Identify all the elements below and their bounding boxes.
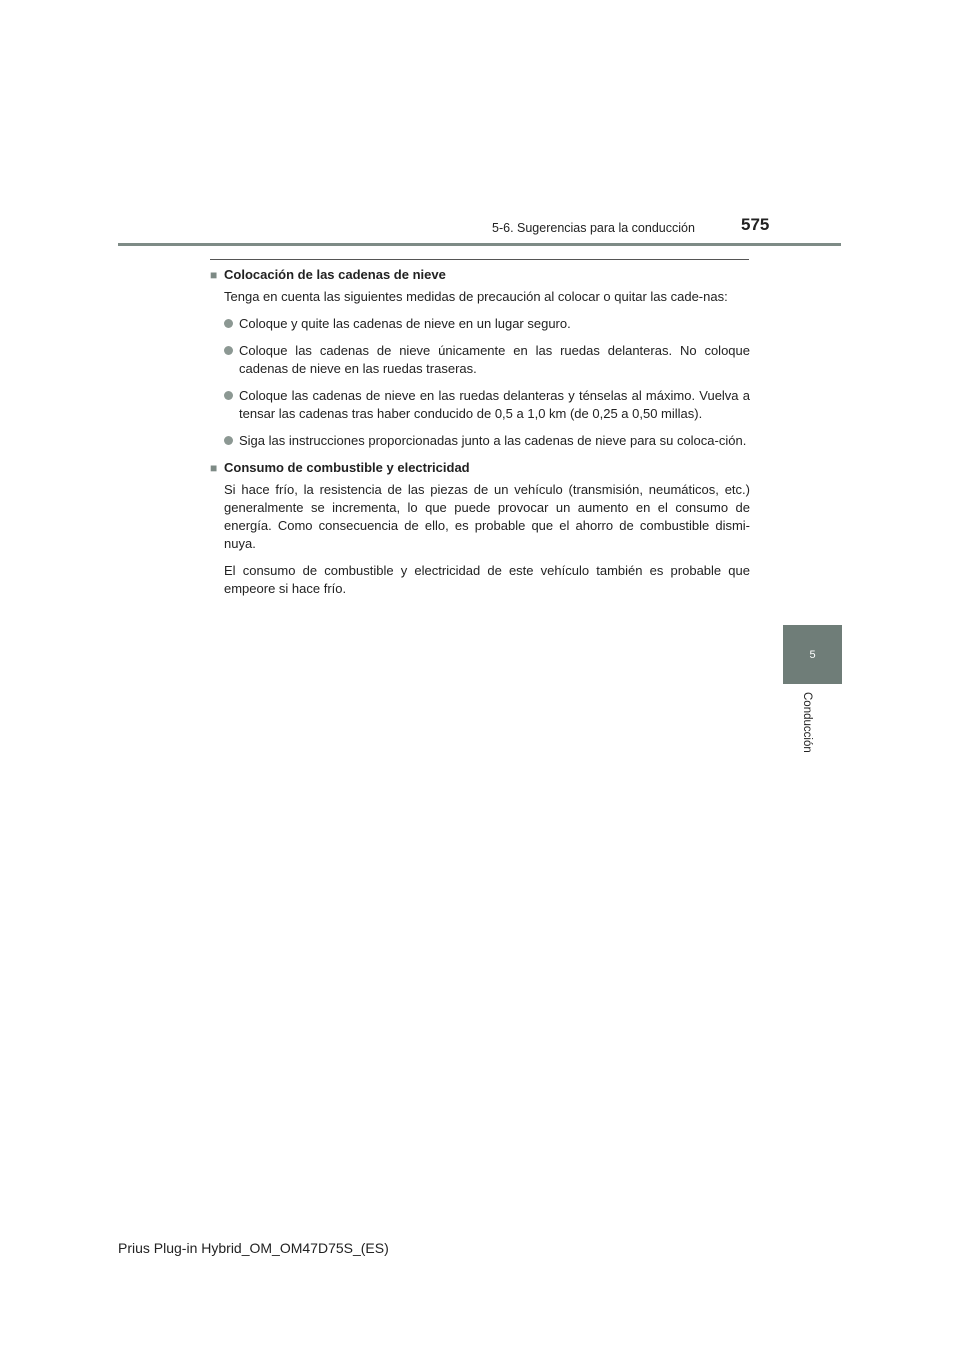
page-number: 575 [741, 215, 770, 234]
header-rule [118, 243, 841, 246]
square-bullet-icon: ■ [210, 461, 218, 475]
chapter-tab-label: Conducción [801, 692, 813, 753]
round-bullet-icon [224, 391, 233, 400]
section-heading: ■ Colocación de las cadenas de nieve [210, 267, 446, 282]
list-item: Coloque las cadenas de nieve únicamente en las ruedas delanteras. No coloque cadenas de nieve en las ruedas traseras. [224, 342, 750, 378]
chapter-tab-number: 5 [809, 648, 816, 661]
round-bullet-icon [224, 319, 233, 328]
header-section-title: 5-6. Sugerencias para la conducción [492, 221, 695, 235]
content-top-rule [210, 259, 749, 260]
square-bullet-icon: ■ [210, 268, 218, 282]
round-bullet-icon [224, 436, 233, 445]
chapter-tab[interactable] [783, 625, 842, 684]
page-content [210, 266, 750, 607]
footer-document-id: Prius Plug-in Hybrid_OM_OM47D75S_(ES) [118, 1240, 389, 1256]
list-item: Siga las instrucciones proporcionadas junto a las cadenas de nieve para su coloca-ción. [224, 432, 750, 450]
section-paragraph: El consumo de combustible y electricidad de este vehículo también es probable que empeore si hace frío. [224, 563, 750, 596]
round-bullet-icon [224, 346, 233, 355]
list-item: Coloque y quite las cadenas de nieve en un lugar seguro. [224, 315, 750, 333]
section-heading: ■ Consumo de combustible y electricidad [210, 460, 470, 475]
section-paragraph: Si hace frío, la resistencia de las piezas de un vehículo (transmisión, neumáticos, etc.) generalmente se incrementa, lo que puede provocar un aumento en el consumo de energía. Como consecuencia de ello, es probable que el ahorro de combustible dismi-nuya. [224, 482, 750, 551]
section-intro: Tenga en cuenta las siguientes medidas de precaución al colocar o quitar las cade-nas: [224, 289, 728, 304]
list-item: Coloque las cadenas de nieve en las ruedas delanteras y ténselas al máximo. Vuelva a tensar las cadenas tras haber conducido de 0,5 a 1,0 km (de 0,25 a 0,50 millas). [224, 387, 750, 423]
